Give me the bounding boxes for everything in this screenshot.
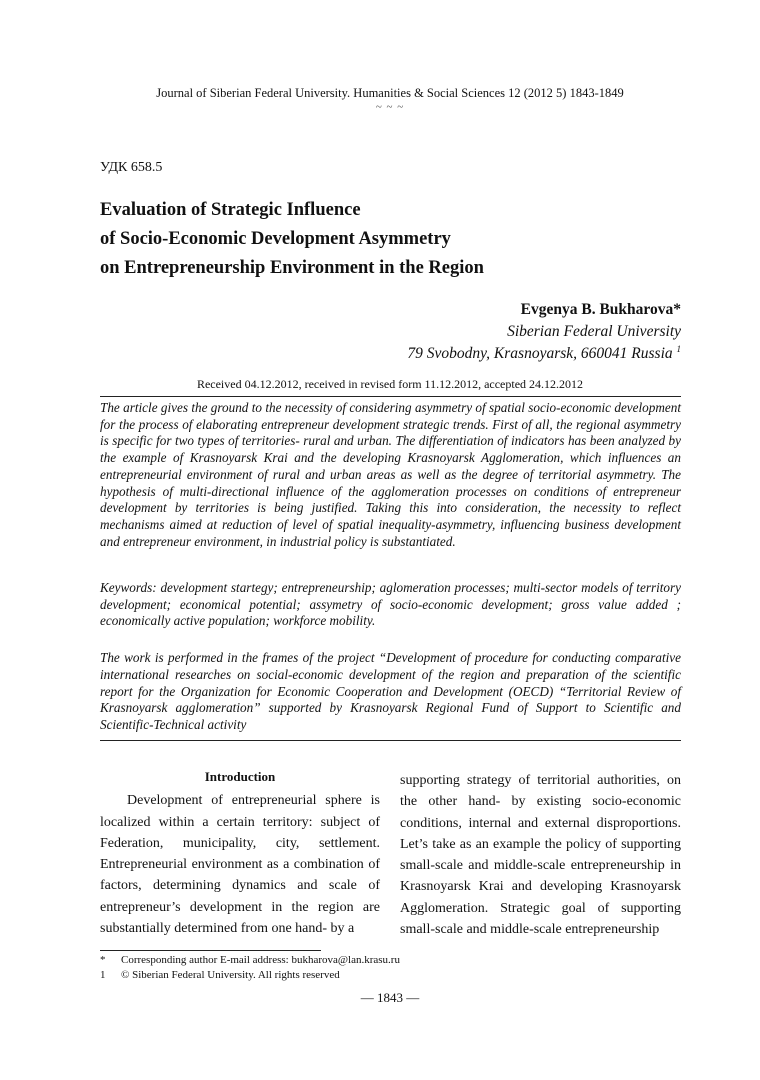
body-column-left [100,766,380,939]
page-number: — 1843 — [360,990,420,1005]
section-heading-introduction: Introduction [204,769,276,784]
author-name: Evgenya B. Bukharova* [520,301,681,318]
received-dates: Received 04.12.2012, received in revised form 11.12.2012, accepted 24.12.2012 [196,377,584,391]
abstract: The article gives the ground to the necessity of considering asymmetry of spatial socio-economic development for the process of elaborating entrepreneur development strategic trends. First of all, the regional asymmetry is specific for two types of territories- rural and urban. The differentiation of indicators has been analyzed by the example of Krasnoyarsk Krai and the developing Krasnoyarsk Agglomeration, which influences an entrepreneurial environment of rural and urban areas as well as the degree of territorial asymmetry. The hypothesis of multi-directional influence of the agglomeration processes on conditions of entrepreneur development by territories is being justified. Taking this into consideration, the necessity to reflect mechanisms aimed at reduction of level of spatial inequality-asymmetry, influencing business development and entrepreneur environment, in industrial policy is substantiated. [100,400,681,549]
author-block [300,299,681,365]
header-ornament: ~ ~ ~ [375,101,405,113]
footnote [100,968,600,983]
footnotes [100,953,600,982]
keywords: Keywords: development startegy; entrepreneurship; aglomeration processes; multi-sector models of territory development; economical potential; assymetry of socio-economic development; gross value added ; economically active population; workforce mobility. [100,580,681,629]
title-line-2: of Socio-Economic Development Asymmetry [100,229,451,249]
paper-title [100,196,660,283]
footnote [100,953,600,968]
abstract-top-rule [100,396,681,397]
author-address-line [300,343,681,365]
abstract-bottom-rule [100,740,681,741]
footnote-rule [100,950,321,951]
address-footnote-mark: 1 [676,343,681,354]
footnote-text: Corresponding author E-mail address: bukharova@lan.krasu.ru [121,954,400,966]
udc-code: УДК 658.5 [100,160,163,175]
title-line-1: Evaluation of Strategic Influence [100,200,361,220]
body-column-right [400,770,681,940]
footnote-text: © Siberian Federal University. All rights reserved [121,968,340,981]
funding-note: The work is performed in the frames of the project “Development of procedure for conducting comparative international researches on social-economic development of the region and preparation of the scientific report for the Organization for Economic Cooperation and Development (OECD) “Territorial Review of Krasnoyarsk agglomeration” supported by Krasnoyarsk Regional Fund of Support to Scientific and Scientific-Technical activity [100,650,681,733]
author-address: 79 Svobodny, Krasnoyarsk, 660041 Russia [407,345,673,362]
author-affiliation: Siberian Federal University [507,323,681,340]
title-line-3: on Entrepreneurship Environment in the Region [100,258,484,278]
footnote-mark: 1 [100,968,106,981]
body-paragraph: Development of entrepreneurial sphere is localized within a certain territory: subject of Federation, municipality, city, settlement. Entrepreneurial environment as a combination of factors, determining dynamics and scale of entrepreneur’s development in the region are substantially determined from one hand- by a [100,793,380,937]
footnote-mark: * [100,954,106,966]
body-paragraph-continued: supporting strategy of territorial authorities, on the other hand- by existing socio-economic conditions, internal and external disproportions. Let’s take as an example the policy of supporting small-scale and middle-scale entrepreneurship in Krasnoyarsk Krai and developing Krasnoyarsk Agglomeration. Strategic goal of supporting small-scale and middle-scale entrepreneurship [400,773,681,938]
journal-header: Journal of Siberian Federal University. Humanities & Social Sciences 12 (2012 5) 1843-1849 [156,86,624,100]
